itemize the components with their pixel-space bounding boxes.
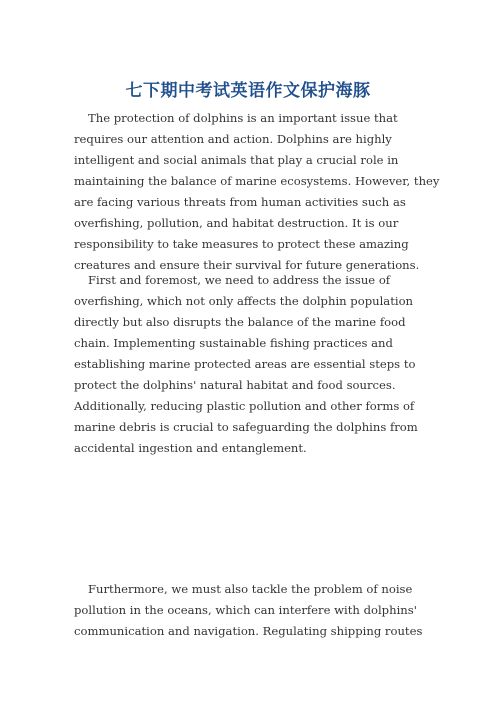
paragraph-line: responsibility to take measures to protect these amazing [74, 237, 409, 251]
paragraph-1 [74, 108, 440, 276]
paragraph-line: overfishing, which not only affects the dolphin population [74, 294, 414, 308]
paragraph-line: First and foremost, we need to address the issue of [88, 273, 391, 287]
paragraph-2 [74, 270, 426, 459]
paragraph-line: pollution in the oceans, which can interfere with dolphins' [74, 603, 417, 617]
paragraph-line: chain. Implementing sustainable fishing practices and [74, 336, 393, 350]
paragraph-line: The protection of dolphins is an important issue that [88, 111, 398, 125]
paragraph-line: accidental ingestion and entanglement. [74, 441, 307, 455]
paragraph-line: marine debris is crucial to safeguarding the dolphins from [74, 420, 418, 434]
paragraph-line: protect the dolphins' natural habitat and food sources. [74, 378, 396, 392]
document-title: 七下期中考试英语作文保护海豚 [125, 81, 371, 101]
paragraph-line: are facing various threats from human activities such as [74, 195, 406, 209]
paragraph-line: directly but also disrupts the balance of the marine food [74, 315, 406, 329]
paragraph-line: requires our attention and action. Dolphins are highly [74, 132, 392, 146]
paragraph-line: Additionally, reducing plastic pollution and other forms of [74, 399, 415, 413]
paragraph-line: communication and navigation. Regulating shipping routes [74, 624, 423, 638]
paragraph-line: intelligent and social animals that play a crucial role in [74, 153, 399, 167]
paragraph-line: Furthermore, we must also tackle the problem of noise [88, 582, 413, 596]
paragraph-line: creatures and ensure their survival for future generations. [74, 258, 420, 272]
paragraph-line: overfishing, pollution, and habitat destruction. It is our [74, 216, 399, 230]
paragraph-line: establishing marine protected areas are essential steps to [74, 357, 416, 371]
paragraph-line: maintaining the balance of marine ecosystems. However, they [74, 174, 440, 188]
paragraph-3 [74, 579, 426, 642]
